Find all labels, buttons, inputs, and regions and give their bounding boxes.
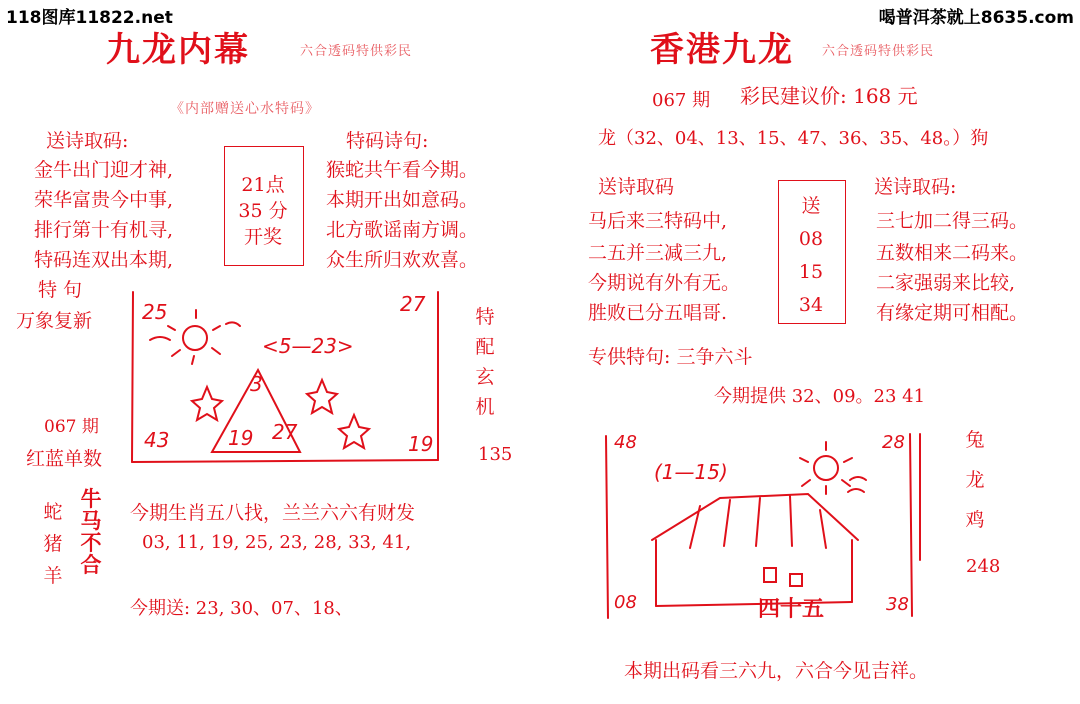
left-title: 九龙内幕 bbox=[106, 30, 250, 70]
left-zodiac-line: 今期生肖五八找，兰兰六六有财发 bbox=[130, 502, 416, 524]
left-buhe-1: 牛 bbox=[80, 486, 102, 511]
right-poem-right-line-3: 二家强弱来比较, bbox=[876, 272, 1016, 294]
right-poem-right-line-4: 有缘定期可相配。 bbox=[876, 302, 1029, 324]
left-poem-line-1: 金牛出门迎才神, bbox=[34, 159, 174, 181]
right-draw-num-bl: 08 bbox=[614, 592, 637, 613]
left-draw-num-tl: 25 bbox=[142, 300, 168, 324]
left-draw-num-tr: 27 bbox=[400, 292, 426, 316]
left-animal-2: 猪 bbox=[43, 533, 63, 555]
left-buhe-3: 不 bbox=[80, 530, 102, 555]
right-draw-num-tr: 28 bbox=[882, 432, 905, 453]
left-draw-num-br: 19 bbox=[408, 432, 434, 456]
left-box-line-1: 21点 bbox=[241, 174, 285, 196]
left-special-sentence-label: 特 句 bbox=[38, 279, 83, 301]
left-buhe-2: 马 bbox=[80, 508, 102, 533]
left-box-line-2: 35 分 bbox=[238, 200, 288, 222]
left-vertical-char-2: 配 bbox=[475, 336, 495, 358]
left-issue-label: 067 期 bbox=[44, 417, 99, 437]
right-number-248: 248 bbox=[966, 556, 1001, 577]
left-poem-right-line-2: 本期开出如意码。 bbox=[326, 189, 479, 211]
left-numbers-line: 03, 11, 19, 25, 23, 28, 33, 41, bbox=[142, 532, 412, 553]
right-poem-right-heading: 送诗取码: bbox=[874, 176, 957, 198]
right-poem-right-line-2: 五数相来二码来。 bbox=[876, 242, 1029, 264]
right-poem-line-1: 马后来三特码中, bbox=[588, 210, 728, 232]
left-animal-1: 蛇 bbox=[43, 501, 63, 523]
left-poem-line-3: 排行第十有机寻, bbox=[34, 219, 174, 241]
left-draw-range: <5—23> bbox=[262, 334, 354, 358]
right-box-line-1: 送 bbox=[801, 195, 821, 217]
right-site-label: 喝普洱茶就上8635.com bbox=[878, 8, 1074, 28]
right-draw-num-br: 38 bbox=[886, 594, 909, 615]
right-poem-line-4: 胜败已分五唱哥. bbox=[588, 302, 728, 324]
right-draw-num-tl: 48 bbox=[614, 432, 637, 453]
left-subtitle: 六合透码特供彩民 bbox=[300, 44, 413, 59]
left-animal-3: 羊 bbox=[43, 565, 63, 587]
right-poem-line-2: 二五并三减三九, bbox=[588, 242, 728, 264]
right-title: 香港九龙 bbox=[650, 30, 794, 70]
left-vertical-char-1: 特 bbox=[475, 306, 495, 328]
right-draw-house-text: 四十五 bbox=[758, 596, 825, 622]
left-bracket-note: 《内部赠送心水特码》 bbox=[170, 101, 320, 117]
left-vertical-char-4: 机 bbox=[475, 396, 495, 418]
right-special-line: 专供特句: 三争六斗 bbox=[588, 346, 753, 368]
right-draw-range: (1—15) bbox=[654, 460, 728, 484]
right-subtitle: 六合透码特供彩民 bbox=[822, 44, 935, 59]
right-vertical-animals bbox=[962, 420, 988, 540]
right-animal-1: 兔 bbox=[965, 429, 985, 451]
left-poem-line-4: 特码连双出本期, bbox=[34, 249, 174, 271]
right-footer-line: 本期出码看三六九，六合今见吉祥。 bbox=[624, 660, 929, 682]
left-draw-num-bl: 43 bbox=[144, 428, 170, 452]
right-animal-2: 龙 bbox=[965, 469, 985, 491]
right-dragon-line: 龙（32、04、13、15、47、36、35、48。）狗 bbox=[598, 128, 989, 149]
left-poem-right-line-3: 北方歌谣南方调。 bbox=[326, 219, 479, 241]
left-buhe-4: 合 bbox=[80, 552, 102, 577]
left-poem-right-line-1: 猴蛇共午看今期。 bbox=[326, 159, 479, 181]
left-site-label: 118图库11822.net bbox=[6, 8, 173, 28]
left-draw-tri-top: 3 bbox=[250, 372, 263, 396]
left-honglan-label: 红蓝单数 bbox=[26, 448, 103, 470]
right-box-line-3: 15 bbox=[798, 261, 824, 283]
left-poem-heading: 送诗取码: bbox=[46, 130, 129, 152]
right-box-line-2: 08 bbox=[798, 228, 824, 250]
left-draw-tri-bl: 19 bbox=[228, 426, 254, 450]
right-issue: 067 期 bbox=[652, 90, 711, 111]
right-box-line-4: 34 bbox=[798, 294, 824, 316]
left-poem-right-heading: 特码诗句: bbox=[346, 130, 429, 152]
right-poem-line-3: 今期说有外有无。 bbox=[588, 272, 741, 294]
left-poem-line-2: 荣华富贵今中事, bbox=[34, 189, 174, 211]
left-number-135: 135 bbox=[478, 444, 513, 465]
right-poem-heading: 送诗取码 bbox=[598, 176, 675, 198]
left-poem-right-line-4: 众生所归欢欢喜。 bbox=[326, 249, 479, 271]
left-draw-tri-br: 27 bbox=[272, 420, 298, 444]
left-vertical-char-3: 玄 bbox=[475, 366, 495, 388]
right-price: 彩民建议价: 168 元 bbox=[740, 84, 918, 108]
right-provide-line: 今期提供 32、09。23 41 bbox=[714, 386, 926, 407]
left-box-line-3: 开奖 bbox=[243, 226, 282, 248]
right-animal-3: 鸡 bbox=[965, 509, 985, 531]
right-poem-right-line-1: 三七加二得三码。 bbox=[876, 210, 1029, 232]
left-wanxiang-label: 万象复新 bbox=[16, 310, 93, 332]
left-send-line: 今期送: 23, 30、07、18、 bbox=[130, 598, 353, 619]
